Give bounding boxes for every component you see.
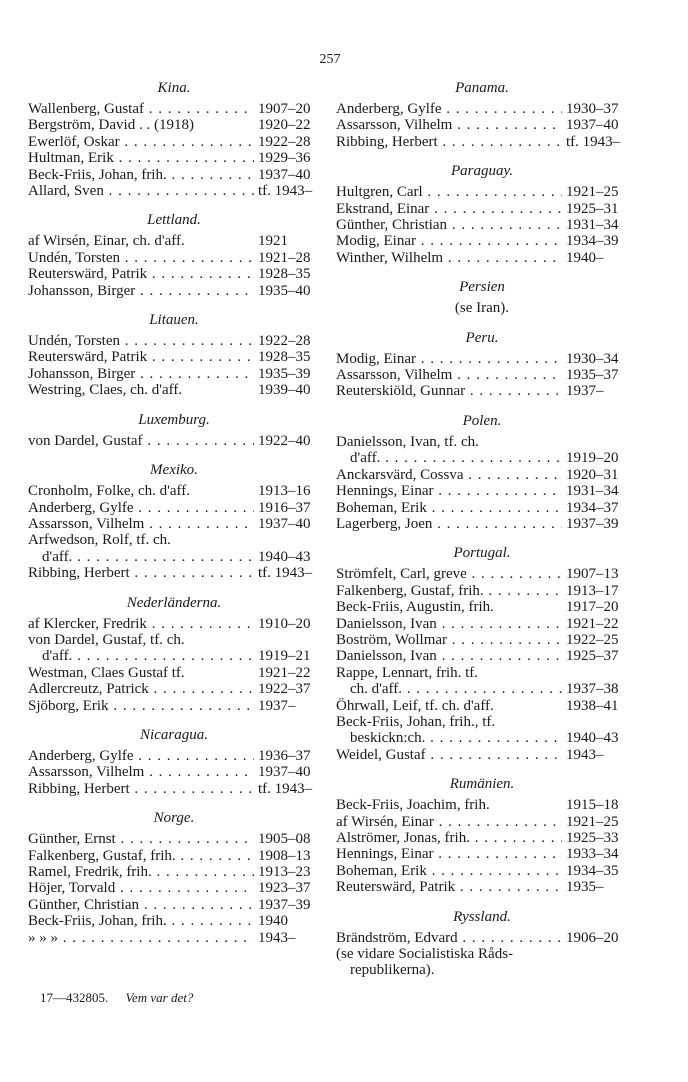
envoy-name: af Wirsén, Einar, ch. d'aff. bbox=[28, 233, 185, 250]
envoy-entry bbox=[336, 962, 628, 978]
envoy-years: tf. 1943– bbox=[566, 133, 621, 150]
envoy-entry bbox=[28, 333, 320, 349]
envoy-years: 1913–17 bbox=[566, 582, 619, 599]
envoy-entry bbox=[28, 516, 320, 532]
envoy-entry bbox=[28, 616, 320, 632]
envoy-name: Beck-Friis, Joachim, frih. bbox=[336, 797, 490, 814]
envoy-name: Öhrwall, Leif, tf. ch. d'aff. bbox=[336, 697, 494, 714]
envoy-years: 1913–16 bbox=[258, 483, 311, 500]
country-heading: Panama. bbox=[455, 80, 509, 96]
country-section bbox=[28, 78, 320, 199]
envoy-entry bbox=[336, 879, 628, 895]
envoy-entry bbox=[336, 863, 628, 879]
envoy-name: Brändström, Edvard . . . bbox=[336, 930, 562, 946]
envoy-name: Reuterswärd, Patrik . . . bbox=[28, 349, 254, 365]
left-column bbox=[28, 78, 320, 957]
envoy-name: Günther, Christian . . . bbox=[336, 217, 562, 233]
envoy-years: 1913–23 bbox=[258, 864, 311, 880]
envoy-name: Ribbing, Herbert . . . bbox=[336, 134, 562, 150]
envoy-entry bbox=[28, 880, 320, 896]
country-section bbox=[336, 78, 628, 150]
envoy-name: Sjöborg, Erik . . . bbox=[28, 698, 254, 714]
envoy-name: Reuterskiöld, Gunnar . . . bbox=[336, 383, 562, 399]
envoy-name: Adlercreutz, Patrick . . . bbox=[28, 681, 254, 697]
envoy-entry bbox=[28, 167, 320, 183]
country-heading: Norge. bbox=[153, 810, 195, 827]
envoy-years: 1937– bbox=[258, 697, 296, 714]
envoy-years: 1925–33 bbox=[566, 830, 619, 846]
envoy-name: Beck-Friis, Augustin, frih. bbox=[336, 599, 494, 616]
envoy-name: Cronholm, Folke, ch. d'aff. bbox=[28, 483, 190, 500]
envoy-years: 1910–20 bbox=[258, 615, 311, 632]
envoy-entry bbox=[336, 814, 628, 830]
envoy-name: Alströmer, Jonas, frih. . . . bbox=[336, 830, 562, 846]
envoy-years: 1919–21 bbox=[258, 648, 311, 665]
envoy-name: af Klercker, Fredrik . . . bbox=[28, 616, 254, 632]
envoy-name: Ewerlöf, Oskar . . . bbox=[28, 134, 254, 150]
envoy-entry bbox=[336, 217, 628, 233]
envoy-entry bbox=[28, 101, 320, 117]
envoy-entry bbox=[336, 300, 628, 316]
envoy-years: 1931–34 bbox=[566, 217, 619, 234]
envoy-entry bbox=[336, 846, 628, 862]
envoy-years: 1928–35 bbox=[258, 266, 311, 283]
envoy-name: Günther, Christian . . . bbox=[28, 897, 254, 913]
envoy-name: republikerna). bbox=[350, 962, 435, 979]
envoy-entry bbox=[336, 383, 628, 399]
envoy-years: 1937–40 bbox=[258, 764, 311, 781]
envoy-years: 1935–40 bbox=[258, 282, 311, 299]
country-heading: Nederländerna. bbox=[126, 594, 222, 611]
envoy-years: 1907–13 bbox=[566, 566, 619, 583]
envoy-name: Westman, Claes Gustaf tf. bbox=[28, 664, 185, 681]
country-heading: Ryssland. bbox=[453, 908, 511, 925]
envoy-years: 1940–43 bbox=[258, 548, 311, 565]
envoy-years: 1906–20 bbox=[566, 929, 619, 946]
envoy-years: tf. 1943– bbox=[258, 780, 313, 797]
envoy-name: Ekstrand, Einar . . . bbox=[336, 201, 562, 217]
envoy-years: 1937–39 bbox=[258, 896, 311, 913]
envoy-name: Falkenberg, Gustaf, frih. . . . bbox=[28, 848, 254, 864]
envoy-entry bbox=[28, 648, 320, 664]
envoy-entry bbox=[28, 433, 320, 449]
country-heading: Rumänien. bbox=[449, 776, 515, 793]
envoy-entry bbox=[28, 117, 320, 133]
envoy-entry bbox=[28, 897, 320, 913]
envoy-years: tf. 1943– bbox=[258, 183, 313, 200]
envoy-years: 1937–38 bbox=[566, 681, 619, 698]
envoy-entry bbox=[28, 698, 320, 714]
envoy-entry bbox=[336, 946, 628, 962]
envoy-entry bbox=[336, 730, 628, 746]
envoy-entry bbox=[28, 233, 320, 249]
envoy-name: Danielsson, Ivan . . . bbox=[336, 648, 562, 664]
envoy-years: 1937–40 bbox=[258, 166, 311, 183]
envoy-years: 1908–13 bbox=[258, 847, 311, 864]
envoy-entry bbox=[336, 250, 628, 266]
envoy-name: ch. d'aff. . . . bbox=[336, 681, 562, 697]
envoy-name: Arfwedson, Rolf, tf. ch. bbox=[28, 532, 171, 549]
envoy-name: Johansson, Birger . . . bbox=[28, 366, 254, 382]
envoy-years: 1935– bbox=[566, 879, 604, 896]
envoy-name: Undén, Torsten . . . bbox=[28, 333, 254, 349]
envoy-entry bbox=[336, 351, 628, 367]
country-heading: Kina. bbox=[157, 80, 191, 96]
envoy-entry bbox=[28, 500, 320, 516]
envoy-entry bbox=[28, 930, 320, 946]
envoy-years: 1915–18 bbox=[566, 797, 619, 814]
country-section bbox=[336, 277, 628, 316]
envoy-years: 1921–25 bbox=[566, 813, 619, 830]
envoy-name: Undén, Torsten . . . bbox=[28, 250, 254, 266]
country-heading: Litauen. bbox=[149, 312, 199, 329]
envoy-name: von Dardel, Gustaf . . . bbox=[28, 433, 254, 449]
envoy-entry bbox=[336, 698, 628, 714]
envoy-name: Ramel, Fredrik, frih. . . . bbox=[28, 864, 254, 880]
envoy-entry bbox=[336, 714, 628, 730]
envoy-entry bbox=[336, 367, 628, 383]
country-heading: Nicaragua. bbox=[140, 726, 208, 743]
envoy-entry bbox=[28, 349, 320, 365]
envoy-entry bbox=[28, 864, 320, 880]
envoy-entry bbox=[336, 583, 628, 599]
envoy-years: 1923–37 bbox=[258, 880, 311, 897]
envoy-name: Lagerberg, Joen . . . bbox=[336, 516, 562, 532]
envoy-name: d'aff. . . . bbox=[28, 549, 254, 565]
envoy-years: 1921 bbox=[258, 233, 288, 250]
envoy-entry bbox=[28, 250, 320, 266]
envoy-entry bbox=[336, 516, 628, 532]
envoy-entry bbox=[336, 930, 628, 946]
envoy-name: (se vidare Socialistiska Råds- bbox=[336, 946, 514, 963]
country-section bbox=[336, 328, 628, 400]
page-number: 257 bbox=[319, 52, 341, 67]
page-footer bbox=[40, 990, 193, 1006]
envoy-entry bbox=[28, 764, 320, 780]
envoy-entry bbox=[336, 599, 628, 615]
envoy-name: Rappe, Lennart, frih. tf. bbox=[336, 664, 479, 681]
envoy-entry bbox=[336, 233, 628, 249]
envoy-name: Hultman, Erik . . . bbox=[28, 150, 254, 166]
country-heading: Mexiko. bbox=[150, 462, 198, 479]
envoy-entry bbox=[28, 781, 320, 797]
envoy-entry bbox=[28, 831, 320, 847]
envoy-years: 1930–34 bbox=[566, 350, 619, 367]
envoy-years: 1917–20 bbox=[566, 599, 619, 616]
country-section bbox=[336, 774, 628, 895]
envoy-years: tf. 1943– bbox=[258, 565, 313, 582]
envoy-entry bbox=[336, 632, 628, 648]
envoy-years: 1905–08 bbox=[258, 831, 311, 848]
envoy-entry bbox=[336, 830, 628, 846]
envoy-name: Assarsson, Vilhelm . . . bbox=[336, 117, 562, 133]
country-section bbox=[336, 907, 628, 979]
country-section bbox=[28, 593, 320, 714]
envoy-years: 1921–22 bbox=[566, 615, 619, 632]
envoy-name: Hultgren, Carl . . . bbox=[336, 184, 562, 200]
envoy-years: 1937–39 bbox=[566, 515, 619, 532]
envoy-name: Modig, Einar . . . bbox=[336, 233, 562, 249]
envoy-name: Reuterswärd, Patrik . . . bbox=[336, 879, 562, 895]
envoy-name: Allard, Sven . . . bbox=[28, 183, 254, 199]
envoy-entry bbox=[28, 150, 320, 166]
envoy-entry bbox=[28, 681, 320, 697]
country-heading: Portugal. bbox=[453, 545, 511, 562]
envoy-entry bbox=[336, 566, 628, 582]
envoy-name: Hennings, Einar . . . bbox=[336, 483, 562, 499]
envoy-years: 1922–25 bbox=[566, 631, 619, 648]
envoy-entry bbox=[28, 748, 320, 764]
envoy-entry bbox=[336, 434, 628, 450]
envoy-name: (se Iran). bbox=[454, 300, 510, 317]
envoy-years: 1935–39 bbox=[258, 365, 311, 382]
country-heading: Lettland. bbox=[147, 212, 201, 229]
envoy-years: 1937– bbox=[566, 383, 604, 400]
envoy-years: 1939–40 bbox=[258, 382, 311, 399]
envoy-years: 1937–40 bbox=[258, 515, 311, 532]
country-section bbox=[28, 808, 320, 946]
country-section bbox=[28, 460, 320, 581]
envoy-years: 1919–20 bbox=[566, 450, 619, 467]
envoy-years: 1920–31 bbox=[566, 466, 619, 483]
envoy-entry bbox=[336, 681, 628, 697]
country-heading: Polen. bbox=[462, 412, 502, 429]
envoy-entry bbox=[28, 913, 320, 929]
envoy-name: Günther, Ernst . . . bbox=[28, 831, 254, 847]
envoy-years: 1922–28 bbox=[258, 333, 311, 350]
envoy-entry bbox=[28, 565, 320, 581]
envoy-entry bbox=[336, 134, 628, 150]
envoy-entry bbox=[336, 117, 628, 133]
country-section bbox=[28, 410, 320, 449]
envoy-name: Strömfelt, Carl, greve . . . bbox=[336, 566, 562, 582]
envoy-years: 1922–28 bbox=[258, 133, 311, 150]
envoy-name: Falkenberg, Gustaf, frih. . . . bbox=[336, 583, 562, 599]
envoy-years: 1943– bbox=[566, 746, 604, 763]
envoy-name: Ribbing, Herbert . . . bbox=[28, 565, 254, 581]
country-section bbox=[28, 210, 320, 299]
envoy-years: 1929–36 bbox=[258, 150, 311, 167]
envoy-name: » » » . . . bbox=[28, 930, 254, 946]
envoy-years: 1925–31 bbox=[566, 200, 619, 217]
right-column bbox=[336, 78, 628, 990]
envoy-entry bbox=[336, 184, 628, 200]
envoy-years: 1940–43 bbox=[566, 730, 619, 747]
envoy-entry bbox=[336, 747, 628, 763]
envoy-years: 1916–37 bbox=[258, 499, 311, 516]
footer-print-number: 17—432805. bbox=[40, 990, 109, 1005]
envoy-name: beskickn:ch. . . . bbox=[336, 730, 562, 746]
envoy-name: Boheman, Erik . . . bbox=[336, 863, 562, 879]
envoy-name: Johansson, Birger . . . bbox=[28, 283, 254, 299]
envoy-years: 1934–39 bbox=[566, 233, 619, 250]
envoy-years: 1907–20 bbox=[258, 101, 311, 117]
envoy-name: Anckarsvärd, Cossva . . . bbox=[336, 467, 562, 483]
envoy-entry bbox=[336, 450, 628, 466]
envoy-name: Danielsson, Ivan, tf. ch. bbox=[336, 433, 479, 450]
envoy-years: 1938–41 bbox=[566, 697, 619, 714]
envoy-entry bbox=[336, 665, 628, 681]
envoy-years: 1921–25 bbox=[566, 184, 619, 201]
envoy-name: Anderberg, Gylfe . . . bbox=[28, 500, 254, 516]
envoy-entry bbox=[28, 483, 320, 499]
envoy-years: 1940 bbox=[258, 913, 288, 930]
envoy-name: d'aff. . . . bbox=[336, 450, 562, 466]
envoy-name: Bergström, David . . (1918) bbox=[28, 117, 194, 134]
envoy-years: 1922–40 bbox=[258, 432, 311, 449]
envoy-name: Wallenberg, Gustaf . . . bbox=[28, 101, 254, 117]
envoy-name: Danielsson, Ivan . . . bbox=[336, 616, 562, 632]
country-section bbox=[336, 543, 628, 763]
envoy-years: 1930–37 bbox=[566, 101, 619, 117]
country-section bbox=[28, 310, 320, 399]
envoy-name: Reuterswärd, Patrik . . . bbox=[28, 266, 254, 282]
envoy-entry bbox=[28, 532, 320, 548]
envoy-entry bbox=[336, 201, 628, 217]
envoy-name: von Dardel, Gustaf, tf. ch. bbox=[28, 631, 185, 648]
country-section bbox=[336, 411, 628, 532]
envoy-years: 1933–34 bbox=[566, 846, 619, 863]
envoy-entry bbox=[336, 500, 628, 516]
envoy-entry bbox=[336, 467, 628, 483]
envoy-years: 1921–22 bbox=[258, 664, 311, 681]
envoy-name: Beck-Friis, Johan, frih., tf. bbox=[336, 713, 496, 730]
envoy-entry bbox=[28, 848, 320, 864]
envoy-years: 1937–40 bbox=[566, 117, 619, 134]
envoy-years: 1934–35 bbox=[566, 862, 619, 879]
envoy-name: af Wirsén, Einar . . . bbox=[336, 814, 562, 830]
envoy-entry bbox=[28, 665, 320, 681]
envoy-name: d'aff. . . . bbox=[28, 648, 254, 664]
envoy-name: Anderberg, Gylfe . . . bbox=[336, 101, 562, 117]
country-heading: Paraguay. bbox=[450, 163, 514, 180]
envoy-name: Höjer, Torvald . . . bbox=[28, 880, 254, 896]
envoy-name: Weidel, Gustaf . . . bbox=[336, 747, 562, 763]
country-section bbox=[336, 161, 628, 266]
envoy-entry bbox=[336, 797, 628, 813]
envoy-name: Anderberg, Gylfe . . . bbox=[28, 748, 254, 764]
envoy-entry bbox=[336, 101, 628, 117]
footer-book-title: Vem var det? bbox=[125, 990, 194, 1005]
envoy-entry bbox=[336, 483, 628, 499]
envoy-name: Westring, Claes, ch. d'aff. bbox=[28, 382, 183, 399]
envoy-entry bbox=[28, 632, 320, 648]
envoy-years: 1943– bbox=[258, 929, 296, 946]
envoy-years: 1940– bbox=[566, 249, 604, 266]
envoy-entry bbox=[28, 366, 320, 382]
envoy-name: Beck-Friis, Johan, frih. . . . bbox=[28, 913, 254, 929]
envoy-name: Assarsson, Vilhelm . . . bbox=[28, 764, 254, 780]
country-heading: Persien bbox=[459, 279, 505, 296]
envoy-entry bbox=[28, 549, 320, 565]
envoy-name: Assarsson, Vilhelm . . . bbox=[28, 516, 254, 532]
envoy-years: 1920–22 bbox=[258, 117, 311, 134]
country-heading: Luxemburg. bbox=[138, 411, 210, 428]
envoy-entry bbox=[28, 134, 320, 150]
envoy-entry bbox=[336, 648, 628, 664]
envoy-years: 1928–35 bbox=[258, 349, 311, 366]
envoy-years: 1925–37 bbox=[566, 648, 619, 665]
envoy-entry bbox=[336, 616, 628, 632]
envoy-name: Modig, Einar . . . bbox=[336, 351, 562, 367]
country-heading: Peru. bbox=[465, 329, 499, 346]
envoy-name: Winther, Wilhelm . . . bbox=[336, 250, 562, 266]
envoy-years: 1935–37 bbox=[566, 367, 619, 384]
country-section bbox=[28, 725, 320, 797]
envoy-years: 1922–37 bbox=[258, 681, 311, 698]
envoy-entry bbox=[28, 266, 320, 282]
envoy-years: 1934–37 bbox=[566, 499, 619, 516]
envoy-years: 1936–37 bbox=[258, 747, 311, 764]
envoy-name: Hennings, Einar . . . bbox=[336, 846, 562, 862]
envoy-years: 1921–28 bbox=[258, 249, 311, 266]
envoy-name: Assarsson, Vilhelm . . . bbox=[336, 367, 562, 383]
envoy-years: 1931–34 bbox=[566, 483, 619, 500]
envoy-name: Beck-Friis, Johan, frih. . . . bbox=[28, 167, 254, 183]
envoy-entry bbox=[28, 382, 320, 398]
envoy-name: Boström, Wollmar . . . bbox=[336, 632, 562, 648]
envoy-name: Ribbing, Herbert . . . bbox=[28, 781, 254, 797]
envoy-name: Boheman, Erik . . . bbox=[336, 500, 562, 516]
envoy-entry bbox=[28, 183, 320, 199]
envoy-entry bbox=[28, 283, 320, 299]
